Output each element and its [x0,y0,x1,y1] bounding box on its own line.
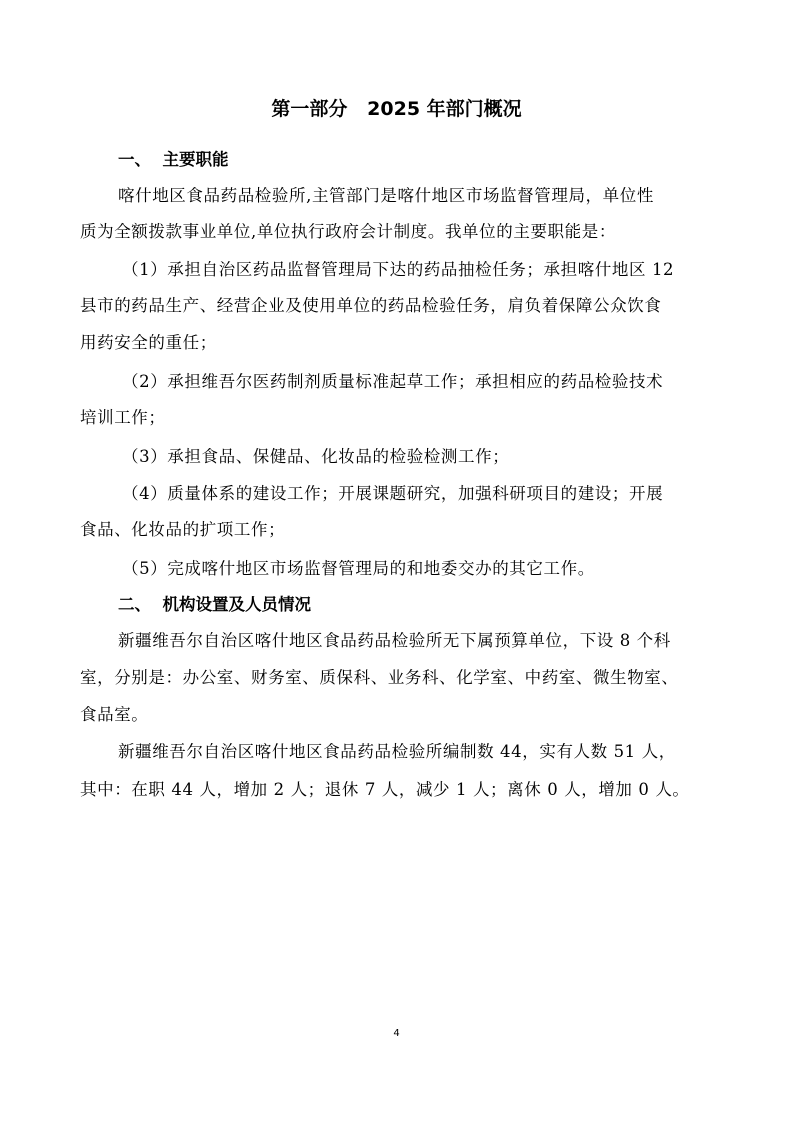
section-heading-organization-staffing: 二、 机构设置及人员情况 [118,595,311,614]
paragraph-line: 食品室。 [80,705,149,724]
paragraph-line: （4）质量体系的建设工作；开展课题研究，加强科研项目的建设；开展 [122,484,664,503]
paragraph-line: 培训工作； [80,408,166,427]
paragraph-line: 质为全额拨款事业单位,单位执行政府会计制度。我单位的主要职能是： [80,222,616,241]
paragraph-line: 县市的药品生产、经营企业及使用单位的药品检验任务，肩负着保障公众饮食 [80,296,662,315]
paragraph-line: 室，分别是：办公室、财务室、质保科、业务科、化学室、中药室、微生物室、 [80,668,679,687]
paragraph-line: （2）承担维吾尔医药制剂质量标准起草工作；承担相应的药品检验技术 [122,372,664,391]
paragraph-line: 用药安全的重任； [80,333,217,352]
paragraph-line: （1）承担自治区药品监督管理局下达的药品抽检任务；承担喀什地区 12 [122,260,675,279]
paragraph-line: 喀什地区食品药品检验所,主管部门是喀什地区市场监督管理局，单位性 [118,186,654,205]
paragraph-line: （3）承担食品、保健品、化妆品的检验检测工作； [122,447,510,466]
page-number: 4 [393,1028,400,1039]
paragraph-line: （5）完成喀什地区市场监督管理局的和地委交办的其它工作。 [122,559,595,578]
paragraph-line: 食品、化妆品的扩项工作； [80,520,286,539]
section-heading-main-functions: 一、 主要职能 [118,150,229,169]
page-title: 第一部分 2025 年部门概况 [271,98,522,120]
paragraph-line: 其中：在职 44 人，增加 2 人；退休 7 人，减少 1 人；离休 0 人，增加 0 人。 [80,780,690,799]
paragraph-line: 新疆维吾尔自治区喀什地区食品药品检验所无下属预算单位，下设 8 个科 [118,631,671,650]
paragraph-line: 新疆维吾尔自治区喀什地区食品药品检验所编制数 44，实有人数 51 人， [118,742,676,761]
